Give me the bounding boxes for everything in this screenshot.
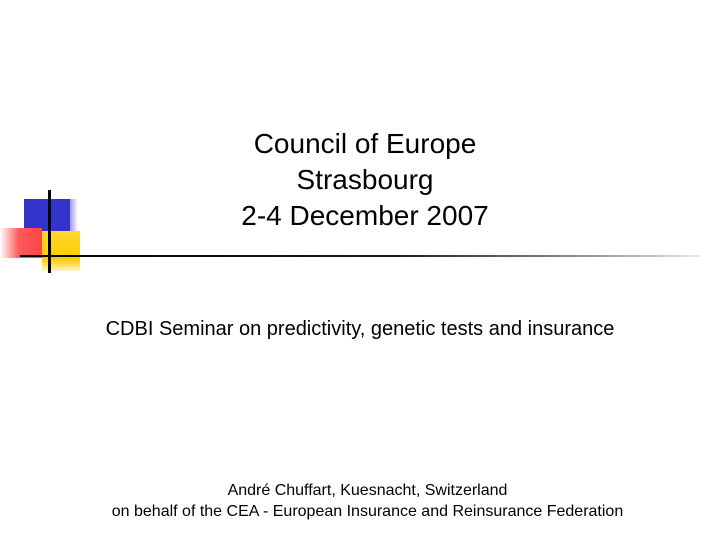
title-date: 2-4 December 2007 (241, 200, 489, 231)
presenter-info (0, 480, 720, 522)
vertical-rule (48, 190, 51, 273)
presenter-name: André Chuffart, Kuesnacht, Switzerland (227, 482, 508, 499)
horizontal-rule (20, 255, 700, 257)
presenter-affiliation: on behalf of the CEA - European Insurance and Reinsurance Federation (111, 503, 624, 520)
red-square-decoration (0, 228, 42, 258)
title-organization: Council of Europe (253, 128, 477, 159)
slide-subtitle: CDBI Seminar on predictivity, genetic tests and insurance (105, 318, 615, 340)
title-location: Strasbourg (296, 164, 434, 195)
slide-title (200, 126, 530, 234)
blue-gradient-decoration (62, 199, 78, 233)
